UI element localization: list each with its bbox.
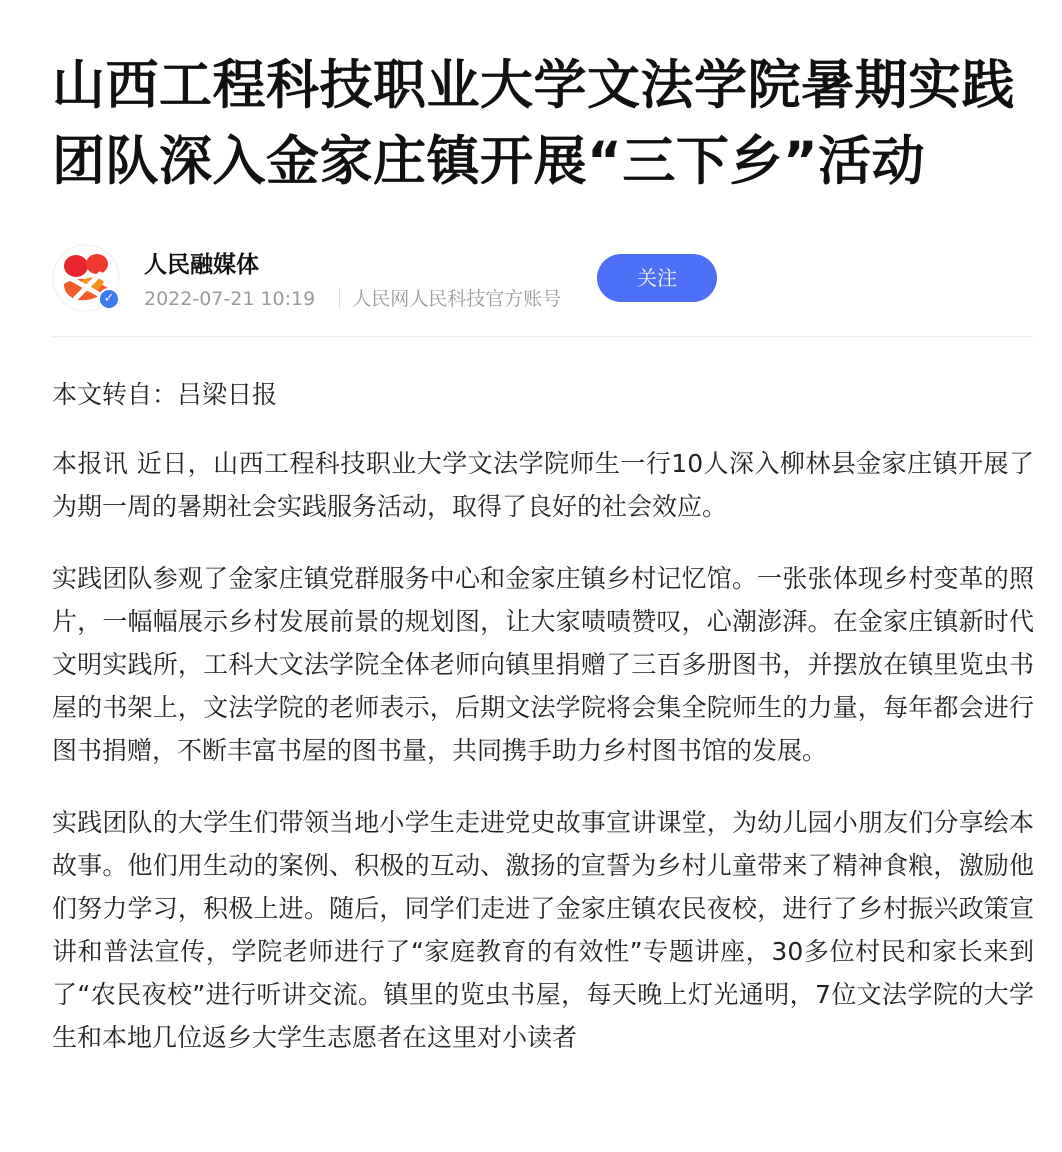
article-title-line-2: 团队深入金家庄镇开展“三下乡”活动: [52, 131, 926, 192]
post-meta: [144, 284, 561, 311]
article-title-line-1: 山西工程科技职业大学文法学院暑期实践: [52, 55, 1015, 116]
author-bar: [52, 240, 1034, 336]
verified-badge-icon: ✓: [98, 288, 120, 310]
author-name[interactable]: 人民融媒体: [144, 252, 259, 278]
post-datetime: 2022-07-21 10:19: [144, 288, 316, 310]
article-paragraph-2: 实践团队参观了金家庄镇党群服务中心和金家庄镇乡村记忆馆。一张张体现乡村变革的照片，一幅幅展示乡村发展前景的规划图，让大家啧啧赞叹，心潮澎湃。在金家庄镇新时代文明实践所，工科大文法学院全体老师向镇里捐赠了三百多册图书，并摆放在镇里览虫书屋的书架上，文法学院的老师表示，后期文法学院将会集全院师生的力量，每年都会进行图书捐赠，不断丰富书屋的图书量，共同携手助力乡村图书馆的发展。: [52, 564, 1034, 765]
article-title: [52, 0, 1034, 200]
account-description: 人民网人民科技官方账号: [352, 288, 562, 310]
meta-divider: [339, 288, 340, 308]
article-paragraph-1: 本报讯 近日，山西工程科技职业大学文法学院师生一行10人深入柳林县金家庄镇开展了为期一周的暑期社会实践服务活动，取得了良好的社会效应。: [52, 449, 1034, 521]
article-page: [52, 0, 1034, 1088]
source-attribution: 本文转自：吕梁日报: [52, 380, 278, 409]
follow-button[interactable]: 关注: [597, 254, 717, 302]
article-content: [52, 337, 1034, 1059]
article-paragraph-3: 实践团队的大学生们带领当地小学生走进党史故事宣讲课堂，为幼儿园小朋友们分享绘本故事。他们用生动的案例、积极的互动、激扬的宣誓为乡村儿童带来了精神食粮，激励他们努力学习，积极上进。随后，同学们走进了金家庄镇农民夜校，进行了乡村振兴政策宣讲和普法宣传，学院老师进行了“家庭教育的有效性”专题讲座，30多位村民和家长来到了“农民夜校”进行听讲交流。镇里的览虫书屋，每天晚上灯光通明，7位文法学院的大学生和本地几位返乡大学生志愿者在这里对小读者: [52, 808, 1034, 1052]
